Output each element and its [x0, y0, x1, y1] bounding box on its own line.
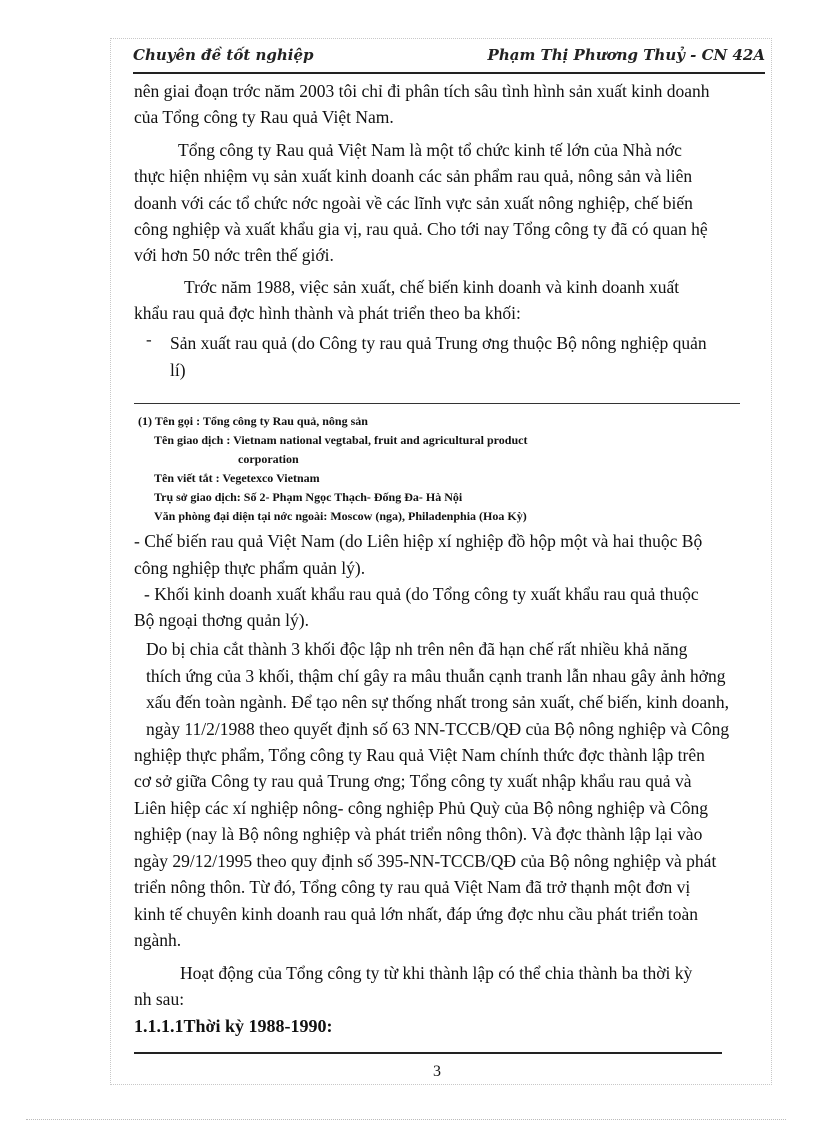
body-line: thực hiện nhiệm vụ sản xuất kinh doanh các sản phẩm rau quả, nông sản và liên	[134, 166, 693, 186]
footnote-line: Văn phòng đại diện tại nớc ngoài: Moscow (nga), Philadenphia (Hoa Kỳ)	[154, 509, 527, 523]
body-line: kinh tế chuyên kinh doanh rau quả lớn nhất, đáp ứng đợc nhu cầu phát triển toàn	[134, 904, 699, 924]
body-line: của Tổng công ty Rau quả Việt Nam.	[134, 107, 394, 127]
page-bottom-edge	[26, 1119, 786, 1120]
body-line: cơ sở giữa Công ty rau quả Trung ơng; Tổng công ty xuất nhập khẩu rau quả và	[134, 771, 692, 791]
bullet-marker: -	[146, 330, 152, 349]
body-line: ngày 29/12/1995 theo quy định số 395-NN-TCCB/QĐ của Bộ nông nghiệp và phát	[134, 851, 717, 871]
body-line: khẩu rau quả đợc hình thành và phát triển theo ba khối:	[134, 303, 521, 323]
body-line: nghiệp thực phẩm, Tổng công ty Rau quả Việt Nam chính thức đợc thành lập trên	[134, 745, 705, 765]
section-heading: 1.1.1.1Thời kỳ 1988-1990:	[134, 1016, 333, 1036]
footnote-line: Tên viết tắt : Vegetexco Vietnam	[154, 471, 320, 485]
footnote-line: Trụ sở giao dịch: Số 2- Phạm Ngọc Thạch- Đống Đa- Hà Nội	[154, 490, 463, 504]
body-line: Trớc năm 1988, việc sản xuất, chế biến kinh doanh và kinh doanh xuất	[184, 277, 680, 297]
body-line: Do bị chia cắt thành 3 khối độc lập nh trên nên đã hạn chế rất nhiều khả năng	[146, 639, 688, 659]
body-line: công nghiệp và xuất khẩu gia vị, rau quả. Cho tới nay Tổng công ty đã có quan hệ	[134, 219, 708, 239]
body-line: - Chế biến rau quả Việt Nam (do Liên hiệp xí nghiệp đồ hộp một và hai thuộc Bộ	[134, 531, 703, 551]
body-line: thích ứng của 3 khối, thậm chí gây ra mâu thuẫn cạnh tranh lẫn nhau gây ảnh hởng	[146, 666, 726, 686]
header-title: Chuyên đề tốt nghiệp	[133, 46, 314, 64]
footer-rule	[134, 1052, 722, 1054]
footnote-line: Tên giao dịch : Vietnam national vegtabal, fruit and agricultural product	[154, 433, 528, 447]
header-author: Phạm Thị Phương Thuỷ - CN 42A	[487, 46, 765, 64]
body-line: Liên hiệp các xí nghiệp nông- công nghiệp Phủ Quỳ của Bộ nông nghiệp và Công	[134, 798, 708, 818]
body-line: nên giai đoạn trớc năm 2003 tôi chỉ đi phân tích sâu tình hình sản xuất kinh doanh	[134, 81, 710, 101]
body-line: công nghiệp thực phẩm quản lý).	[134, 558, 366, 578]
body-line: triển nông thôn. Từ đó, Tổng công ty rau quả Việt Nam đã trở thạnh một đơn vị	[134, 877, 691, 897]
body-line: - Khối kinh doanh xuất khẩu rau quả (do Tổng công ty xuất khẩu rau quả thuộc	[144, 584, 699, 604]
body-line: doanh với các tổ chức nớc ngoài về các lĩnh vực sản xuất nông nghiệp, chế biến	[134, 193, 693, 213]
footnote-separator	[134, 403, 740, 404]
body-line: Hoạt động của Tổng công ty từ khi thành lập có thể chia thành ba thời kỳ	[180, 963, 693, 983]
body-line: lí)	[170, 360, 186, 380]
body-line: Tổng công ty Rau quả Việt Nam là một tổ chức kinh tế lớn của Nhà nớc	[178, 140, 682, 160]
body-line: ngày 11/2/1988 theo quyết định số 63 NN-TCCB/QĐ của Bộ nông nghiệp và Công	[146, 719, 730, 739]
page-number: 3	[433, 1063, 441, 1080]
body-line: Bộ ngoại thơng quản lý).	[134, 610, 309, 630]
body-line: nghiệp (nay là Bộ nông nghiệp và phát triển nông thôn). Và đợc thành lập lại vào	[134, 824, 703, 844]
footnote-line: (1) Tên gọi : Tổng công ty Rau quả, nông sản	[138, 414, 368, 428]
body-line: Sản xuất rau quả (do Công ty rau quả Trung ơng thuộc Bộ nông nghiệp quản	[170, 333, 707, 353]
body-line: ngành.	[134, 930, 182, 950]
body-line: với hơn 50 nớc trên thế giới.	[134, 245, 334, 265]
footnote-line: corporation	[238, 452, 299, 466]
body-line: xấu đến toàn ngành. Để tạo nên sự thống nhất trong sản xuất, chế biến, kinh doanh,	[146, 692, 729, 712]
body-line: nh sau:	[134, 989, 185, 1009]
page-header	[133, 44, 765, 74]
